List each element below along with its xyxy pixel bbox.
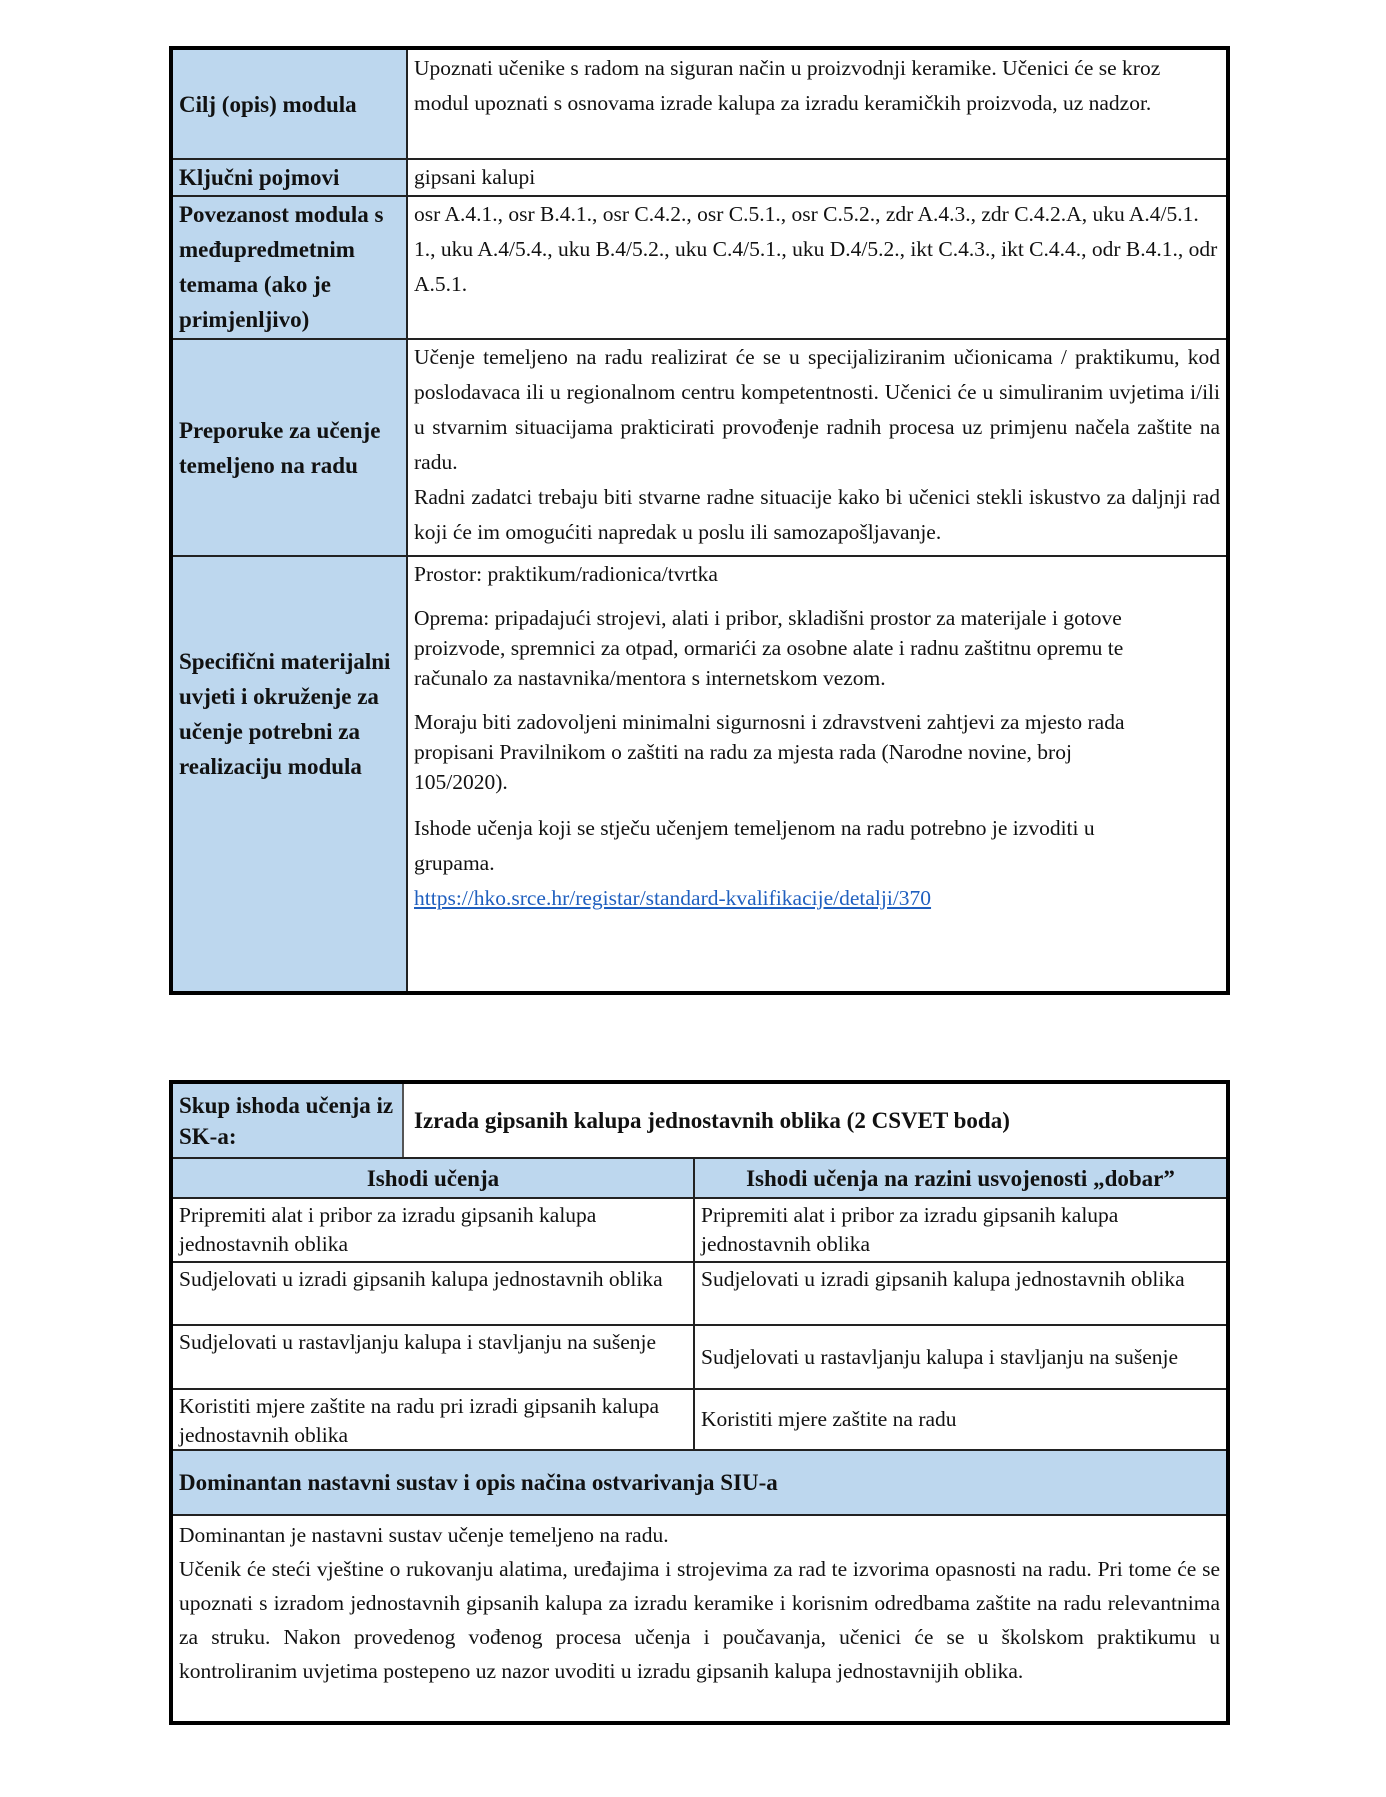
outcome-good-cell: Pripremiti alat i pribor za izradu gipsanih kalupa jednostavnih oblika — [701, 1203, 1119, 1256]
outcome-cell: Sudjelovati u izradi gipsanih kalupa jednostavnih oblika — [179, 1267, 663, 1291]
paragraph-equipment: Oprema: pripadajući strojevi, alati i pribor, skladišni prostor za materijale i gotove proizvode, spremnici za otpad, ormarići za osobne alate i radnu zaštitnu opremu te računalo za nastavnika/mentora s internetskom vezom. — [414, 606, 1124, 690]
outcome-good-cell: Sudjelovati u rastavljanju kalupa i stavljanju na sušenje — [701, 1344, 1179, 1369]
outcome-cell: Koristiti mjere zaštite na radu pri izradi gipsanih kalupa jednostavnih oblika — [179, 1394, 660, 1447]
column-header-outcomes: Ishodi učenja — [173, 1159, 693, 1197]
row-value-key-terms: gipsani kalupi — [414, 165, 536, 189]
row-value-work-based-learning — [408, 340, 1226, 555]
paragraph: Učenje temeljeno na radu realizirat će se u specijaliziranim učionicama / praktikumu, kod poslodavaca ili u regionalnom centru kompetentnosti. Učenici će u simuliranim uvjetima i/ili u stvarnim situacijama prakticirati provođenje radnih procesa uz primjenu načela zaštite na radu. — [414, 345, 1220, 474]
row-label-work-based-learning: Preporuke za učenje temeljeno na radu — [179, 417, 381, 478]
section-body — [173, 1516, 1226, 1721]
paragraph: Učenik će steći vještine o rukovanju alatima, uređajima i strojevima za rad te izvorima opasnosti na radu. Pri tome će se upoznati s izradom jednostavnih gipsanih kalupa za izradu keramike i korisnim odredbama zaštite na radu relevantnima za struku. Nakon provedenog vođenog procesa učenja i poučavanja, učenici će se u školskom praktikumu u kontroliranim uvjetima postepeno uz nazor uvoditi u izradu gipsanih kalupa jednostavnijih oblika. — [179, 1557, 1220, 1683]
set-label: Skup ishoda učenja iz SK-a: — [173, 1084, 402, 1157]
row-value-cross-curricular: osr A.4.1., osr B.4.1., osr C.4.2., osr C.5.1., osr C.5.2., zdr A.4.3., zdr C.4.2.A, uku A.4/5.1. 1., uku A.4/5.4., uku B.4/5.2., uku C.4/5.1., uku D.4/5.2., ikt C.4.3., ikt C.4.4., odr B.4.1., odr A.5.1. — [414, 202, 1218, 296]
paragraph-safety: Moraju biti zadovoljeni minimalni sigurnosni i zdravstveni zahtjevi za mjesto rada propisani Pravilnikom o zaštiti na radu za mjesta rada (Narodne novine, broj 105/2020). — [414, 710, 1125, 794]
row-label-cross-curricular: Povezanost modula s međupredmetnim temama (ako je primjenljivo) — [179, 202, 384, 332]
paragraph: Dominantan je nastavni sustav učenje temeljeno na radu. — [179, 1523, 669, 1547]
module-info-table — [169, 46, 1230, 995]
outcome-good-cell: Sudjelovati u izradi gipsanih kalupa jednostavnih oblika — [701, 1267, 1185, 1291]
row-value-goal: Upoznati učenike s radom na siguran način u proizvodnji keramike. Učenici će se kroz modul upoznati s osnovama izrade kalupa za izradu keramičkih proizvoda, uz nadzor. — [414, 56, 1161, 115]
row-label-key-terms: Ključni pojmovi — [179, 165, 340, 190]
row-label-material-conditions: Specifični materijalni uvjeti i okruženje za učenje potrebni za realizaciju modula — [179, 649, 391, 779]
qualification-standard-link[interactable]: https://hko.srce.hr/registar/standard-kvalifikacije/detalji/370 — [414, 886, 932, 910]
outcome-good-cell: Koristiti mjere zaštite na radu — [701, 1407, 957, 1431]
column-header-good-level: Ishodi učenja na razini usvojenosti „dobar” — [695, 1159, 1226, 1197]
section-title: Dominantan nastavni sustav i opis načina ostvarivanja SIU-a — [173, 1451, 1226, 1514]
paragraph-space: Prostor: praktikum/radionica/tvrtka — [414, 562, 718, 586]
row-label-goal: Cilj (opis) modula — [179, 91, 357, 117]
learning-outcomes-table — [169, 1080, 1230, 1725]
set-title: Izrada gipsanih kalupa jednostavnih oblika (2 CSVET boda) — [414, 1108, 1010, 1133]
paragraph-link — [414, 881, 1220, 916]
outcome-cell: Sudjelovati u rastavljanju kalupa i stavljanju na sušenje — [179, 1330, 657, 1354]
paragraph: Radni zadatci trebaju biti stvarne radne situacije kako bi učenici stekli iskustvo za daljnji rad koji će im omogućiti napredak u poslu ili samozapošljavanje. — [414, 485, 1220, 544]
outcome-cell: Pripremiti alat i pribor za izradu gipsanih kalupa jednostavnih oblika — [179, 1203, 597, 1256]
row-value-material-conditions — [408, 557, 1226, 991]
paragraph-groups: Ishode učenja koji se stječu učenjem temeljenom na radu potrebno je izvoditi u grupama. — [414, 816, 1095, 875]
